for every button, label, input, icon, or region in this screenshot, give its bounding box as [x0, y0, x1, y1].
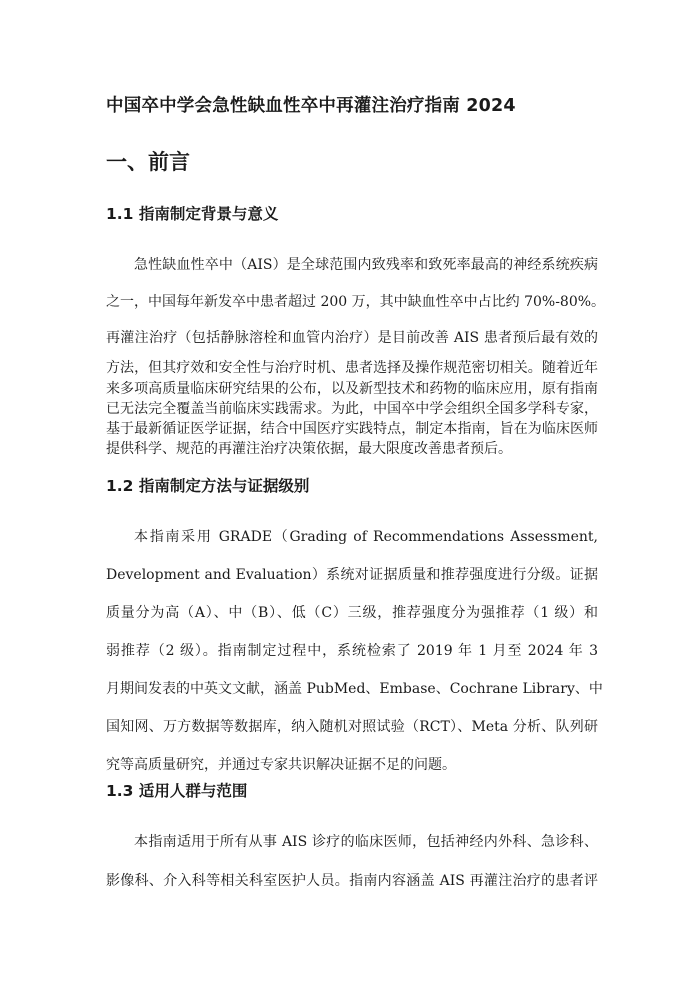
paragraph-line: 再灌注治疗（包括静脉溶栓和血管内治疗）是目前改善 AIS 患者预后最有效的 — [106, 330, 598, 346]
paragraph-line: 急性缺血性卒中（AIS）是全球范围内致残率和致死率最高的神经系统疾病 — [134, 257, 598, 273]
paragraph-line: 究等高质量研究，并通过专家共识解决证据不足的问题。 — [106, 757, 456, 773]
paragraph-line: Development and Evaluation）系统对证据质量和推荐强度进行分级。证据 — [106, 567, 598, 583]
paragraph-line: 基于最新循证医学证据，结合中国医疗实践特点，制定本指南，旨在为临床医师 — [106, 421, 598, 437]
subsection-heading-1-2: 1.2 指南制定方法与证据级别 — [106, 477, 310, 495]
paragraph-line: 月期间发表的中英文文献，涵盖 PubMed、Embase、Cochrane Library、中 — [106, 681, 603, 697]
paragraph-line: 弱推荐（2 级）。指南制定过程中，系统检索了 2019 年 1 月至 2024 年 3 — [106, 643, 598, 659]
subsection-heading-1-1: 1.1 指南制定背景与意义 — [106, 205, 279, 223]
paragraph-line: 本指南适用于所有从事 AIS 诊疗的临床医师，包括神经内外科、急诊科、 — [134, 834, 598, 850]
section-heading-preface: 一、前言 — [106, 150, 190, 174]
paragraph-line: 方法，但其疗效和安全性与治疗时机、患者选择及操作规范密切相关。随着近年 — [106, 360, 598, 376]
paragraph-line: 来多项高质量临床研究结果的公布，以及新型技术和药物的临床应用，原有指南 — [106, 381, 598, 397]
paragraph-line: 本指南采用 GRADE（Grading of Recommendations Assessment, — [134, 529, 598, 545]
paragraph-line: 影像科、介入科等相关科室医护人员。指南内容涵盖 AIS 再灌注治疗的患者评 — [106, 873, 598, 889]
subsection-heading-1-3: 1.3 适用人群与范围 — [106, 782, 248, 800]
paragraph-line: 提供科学、规范的再灌注治疗决策依据，最大限度改善患者预后。 — [106, 441, 512, 457]
paragraph-line: 已无法完全覆盖当前临床实践需求。为此，中国卒中学会组织全国多学科专家， — [106, 401, 598, 417]
document-title: 中国卒中学会急性缺血性卒中再灌注治疗指南 2024 — [106, 96, 516, 116]
paragraph-line: 之一，中国每年新发卒中患者超过 200 万，其中缺血性卒中占比约 70%-80%。 — [106, 294, 606, 310]
paragraph-line: 国知网、万方数据等数据库，纳入随机对照试验（RCT）、Meta 分析、队列研 — [106, 719, 598, 735]
paragraph-line: 质量分为高（A）、中（B）、低（C）三级，推荐强度分为强推荐（1 级）和 — [106, 605, 598, 621]
